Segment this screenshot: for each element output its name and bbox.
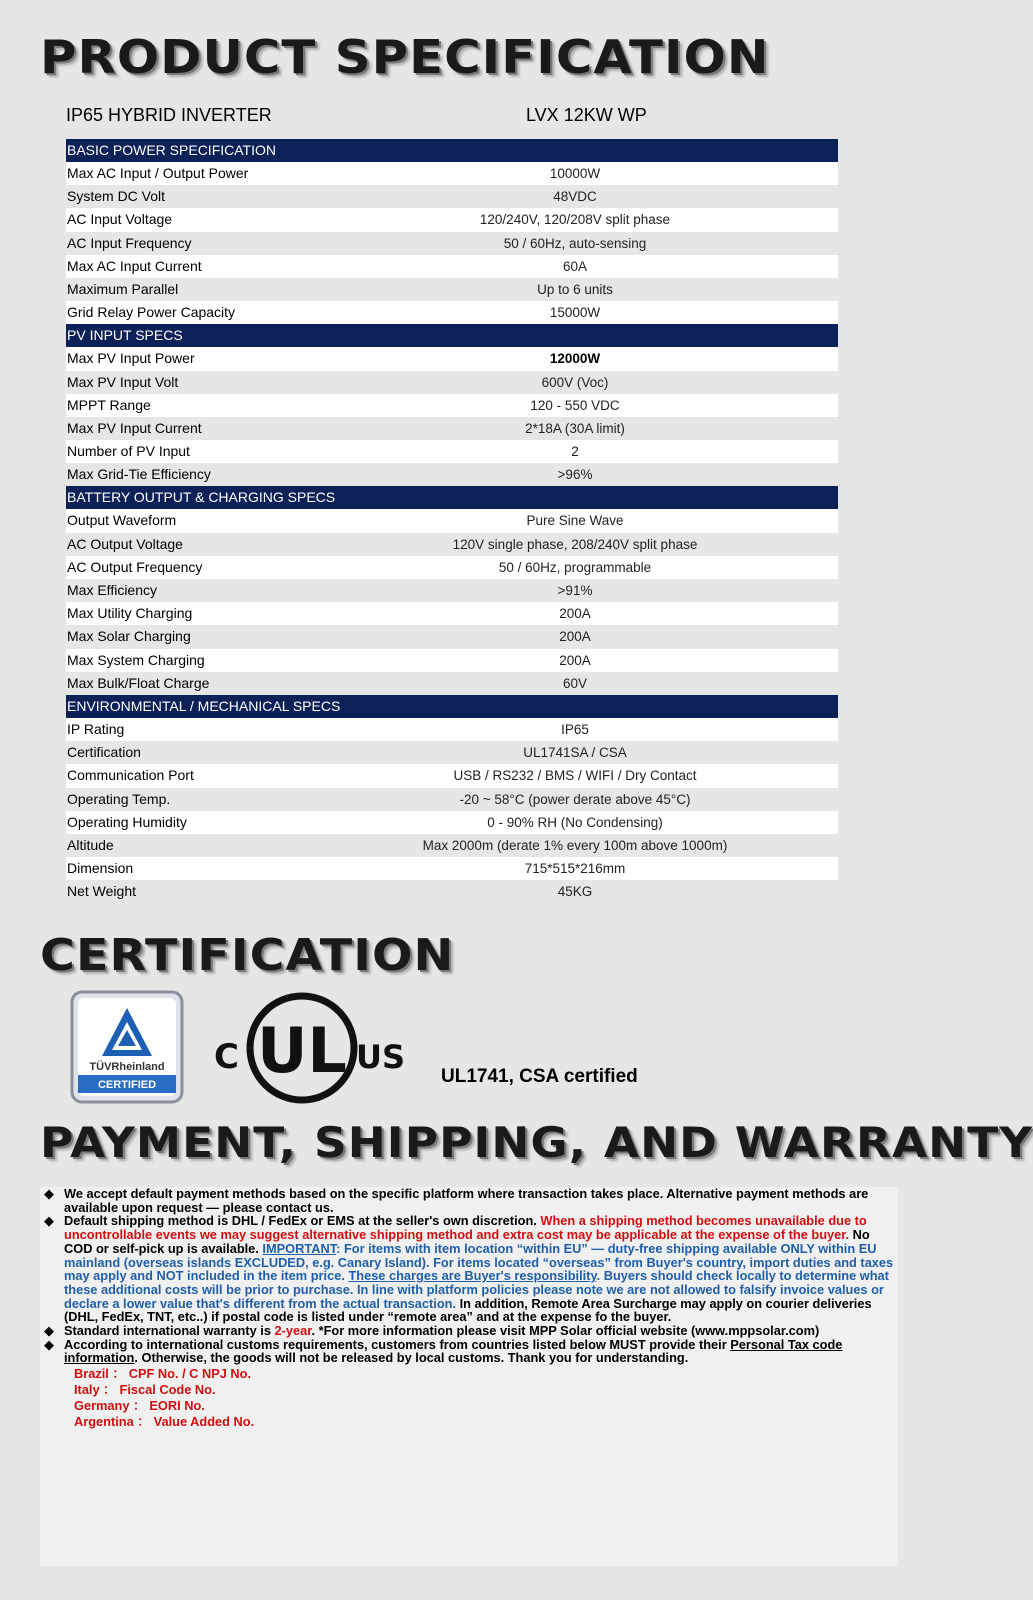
spec-value: 120/240V, 120/208V split phase xyxy=(479,212,671,228)
spec-label: Max PV Input Current xyxy=(67,419,202,436)
spec-value: >96% xyxy=(557,467,593,483)
spec-value: 2*18A (30A limit) xyxy=(525,420,625,436)
spec-value: 715*515*216mm xyxy=(524,861,626,877)
spec-value: 120 - 550 VDC xyxy=(530,397,620,413)
spec-value: 10000W xyxy=(549,166,601,181)
spec-row xyxy=(66,857,838,880)
spec-value: >91% xyxy=(557,583,593,598)
section-header: BATTERY OUTPUT & CHARGING SPECS xyxy=(66,486,838,509)
spec-label: AC Input Voltage xyxy=(67,211,173,228)
spec-value: 50 / 60Hz, auto-sensing xyxy=(503,235,647,251)
payment-shipping-warranty-heading: PAYMENT, SHIPPING, AND WARRANTY xyxy=(40,1118,1033,1167)
tax-id-list xyxy=(40,1366,898,1430)
spec-row xyxy=(66,834,838,857)
section-header: ENVIRONMENTAL / MECHANICAL SPECS xyxy=(66,695,838,718)
spec-value: IP65 xyxy=(561,721,589,737)
spec-label: AC Input Frequency xyxy=(67,234,192,251)
spec-value: 50 / 60Hz, programmable xyxy=(498,559,652,575)
certification-text: UL1741, CSA certified xyxy=(441,1066,638,1087)
spec-label: Maximum Parallel xyxy=(67,280,179,297)
spec-label: Number of PV Input xyxy=(67,443,190,460)
spec-row xyxy=(66,440,838,463)
product-model-row xyxy=(66,105,838,131)
spec-row xyxy=(66,347,838,370)
section-header: PV INPUT SPECS xyxy=(66,324,838,347)
product-model: LVX 12KW WP xyxy=(526,105,647,125)
spec-label: Max Solar Charging xyxy=(67,628,191,645)
spec-value: 200A xyxy=(559,652,591,668)
spec-label: Max System Charging xyxy=(67,651,205,668)
tax-id-item: Argentina ： Value Added No. xyxy=(74,1414,255,1430)
spec-value: 200A xyxy=(559,629,591,645)
spec-value: 15000W xyxy=(549,305,601,321)
spec-label: Dimension xyxy=(67,860,134,877)
spec-label: Max Grid-Tie Efficiency xyxy=(67,466,211,483)
tuv-rheinland-logo xyxy=(70,990,184,1104)
payment-note: ◆ We accept default payment methods based on the specific platform where transaction takes place. Alternative payment methods are available upon request — please contact us. xyxy=(44,1186,869,1215)
spec-value: Up to 6 units xyxy=(537,281,613,297)
spec-label: Max Utility Charging xyxy=(67,605,193,622)
spec-row xyxy=(66,602,838,625)
spec-row xyxy=(66,394,838,417)
spec-value: 2 xyxy=(571,444,579,460)
spec-row xyxy=(66,232,838,255)
spec-label: AC Output Frequency xyxy=(67,558,203,575)
ul-c-mark: C xyxy=(214,1037,239,1077)
diamond-bullet-icon: ◆ xyxy=(44,1323,54,1339)
spec-row xyxy=(66,463,838,486)
spec-row xyxy=(66,672,838,695)
ul-mark: UL xyxy=(257,1014,347,1087)
spec-value: USB / RS232 / BMS / WIFI / Dry Contact xyxy=(453,768,697,784)
diamond-bullet-icon: ◆ xyxy=(44,1186,54,1201)
spec-value: Max 2000m (derate 1% every 100m above 1000m) xyxy=(422,837,728,853)
spec-label: Operating Temp. xyxy=(67,790,171,807)
tax-id-item: Brazil ： CPF No. / C NPJ No. xyxy=(74,1366,252,1382)
spec-value: 200A xyxy=(559,606,591,622)
spec-value: 60A xyxy=(562,258,588,274)
spec-row xyxy=(66,625,838,648)
spec-value: 120V single phase, 208/240V split phase xyxy=(452,536,698,552)
spec-row xyxy=(66,718,838,741)
spec-row xyxy=(66,301,838,324)
spec-row xyxy=(66,162,838,185)
shipping-note: ◆ Default shipping method is DHL / FedEx or EMS at the seller's own discretion. When a shipping method becomes unavailable due to uncontrollable events we may suggest alternative shipping method and extra cost may be applicable at the expense of the buyer. No COD or self-pick up is available. IMPORTANT: For items with item location “within EU” — duty-free shipping available ONLY within EU mainland (overseas islands EXCLUDED, e.g. Canary Island). For items located “overseas” from Buyer's country, import duties and taxes may apply and NOT included in the item price. These charges are Buyer's responsibility. Buyers should check locally to determine what these additional costs will be prior to purchase. In line with platform policies please note we are not allowed to falsify invoice values or declare a lower value that's different from the actual transaction. In addition, Remote Area Surcharge may apply on courier deliveries (DHL, FedEx, TNT, etc..) if postal code is listed under “remote area” and at the expense fo the buyer. xyxy=(44,1213,894,1325)
spec-label: AC Output Voltage xyxy=(67,535,183,552)
tax-id-item: Germany ： EORI No. xyxy=(74,1398,205,1414)
spec-label: Net Weight xyxy=(67,883,136,900)
tuv-name: TÜVRheinland xyxy=(89,1061,165,1073)
warranty-note: ◆ Standard international warranty is 2-year. *For more information please visit MPP Solar official website (www.mppsolar.com) xyxy=(44,1323,820,1339)
product-type: IP65 HYBRID INVERTER xyxy=(66,105,272,125)
spec-label: Grid Relay Power Capacity xyxy=(67,304,236,321)
spec-label: Max Bulk/Float Charge xyxy=(67,674,210,691)
spec-value: Pure Sine Wave xyxy=(526,513,624,529)
spec-row xyxy=(66,556,838,579)
cul-us-logo xyxy=(210,990,406,1108)
spec-label: Max Efficiency xyxy=(67,582,157,598)
spec-value: 60V xyxy=(562,675,588,691)
spec-label: MPPT Range xyxy=(67,396,151,413)
ul-us-mark: US xyxy=(356,1038,406,1076)
spec-label: Certification xyxy=(67,744,141,761)
spec-value: 48VDC xyxy=(553,189,597,205)
spec-value: 0 - 90% RH (No Condensing) xyxy=(487,814,663,830)
spec-label: Output Waveform xyxy=(67,512,177,529)
diamond-bullet-icon: ◆ xyxy=(44,1336,54,1352)
product-specification-heading: PRODUCT SPECIFICATION xyxy=(40,30,770,84)
important-label: IMPORTANT xyxy=(262,1240,337,1256)
spec-table xyxy=(66,139,838,903)
spec-row xyxy=(66,788,838,811)
spec-row xyxy=(66,371,838,394)
spec-label: Max PV Input Power xyxy=(67,350,195,367)
spec-value: -20 ~ 58°C (power derate above 45°C) xyxy=(459,791,691,807)
diamond-bullet-icon: ◆ xyxy=(44,1213,54,1229)
spec-label: Communication Port xyxy=(67,767,194,784)
certification-heading: CERTIFICATION xyxy=(40,930,455,981)
spec-label: System DC Volt xyxy=(67,188,166,205)
spec-row xyxy=(66,208,838,231)
spec-row xyxy=(66,741,838,764)
spec-label: IP Rating xyxy=(67,720,125,737)
spec-row xyxy=(66,278,838,301)
spec-label: Max AC Input Current xyxy=(67,257,202,274)
spec-row xyxy=(66,255,838,278)
spec-row xyxy=(66,880,838,903)
spec-row xyxy=(66,533,838,556)
spec-row xyxy=(66,764,838,787)
tax-id-item: Italy ： Fiscal Code No. xyxy=(74,1382,216,1398)
spec-value: 12000W xyxy=(549,351,601,367)
customs-note: ◆ According to international customs requirements, customers from countries listed below MUST provide their Personal Tax code information. Otherwise, the goods will not be released by local customs. Thank you for understanding. xyxy=(44,1336,843,1366)
section-header: BASIC POWER SPECIFICATION xyxy=(66,139,838,162)
spec-label: Altitude xyxy=(67,836,114,853)
spec-row xyxy=(66,417,838,440)
spec-value: 45KG xyxy=(557,884,593,900)
spec-label: Max PV Input Volt xyxy=(67,373,179,390)
spec-label: Max AC Input / Output Power xyxy=(67,165,249,181)
spec-row xyxy=(66,509,838,532)
spec-label: Operating Humidity xyxy=(67,813,187,830)
spec-row xyxy=(66,649,838,672)
terms-notes-box xyxy=(40,1187,898,1566)
spec-value: 600V (Voc) xyxy=(541,374,609,390)
spec-value: UL1741SA / CSA xyxy=(523,745,627,761)
tuv-certified-badge: CERTIFIED xyxy=(97,1079,157,1091)
spec-row xyxy=(66,185,838,208)
spec-row xyxy=(66,579,838,602)
spec-row xyxy=(66,811,838,834)
